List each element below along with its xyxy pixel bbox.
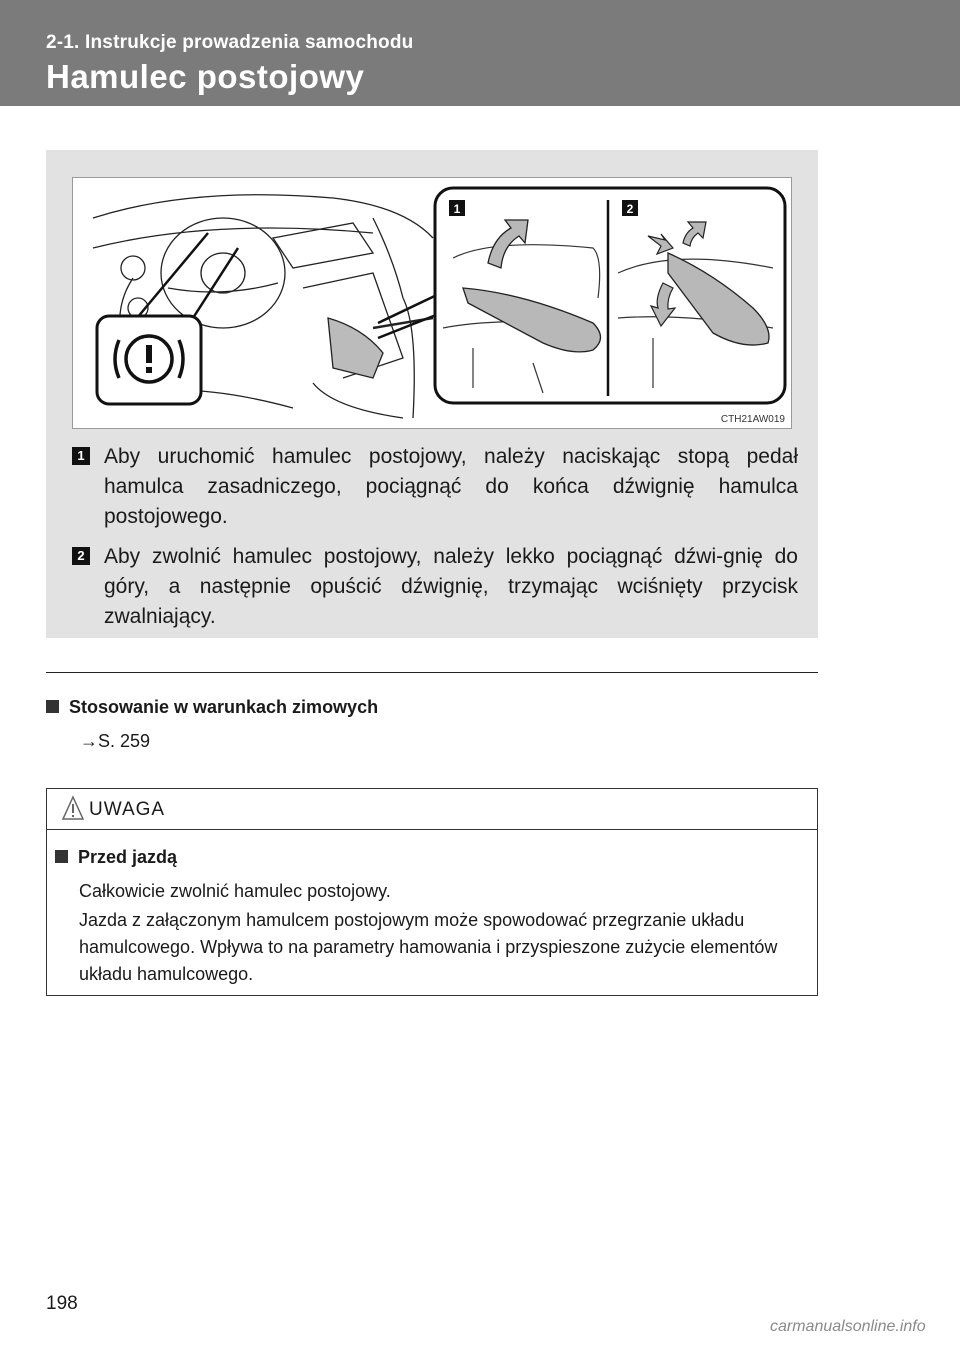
step-text: Aby zwolnić hamulec postojowy, należy lekko pociągnąć dźwi-gnię do góry, a następnie opuścić dźwignię, trzymając wciśnięty przycisk zwalniający.	[104, 545, 798, 628]
step-2	[72, 542, 798, 632]
page-number: 198	[46, 1293, 78, 1314]
note-reference[interactable]	[80, 731, 150, 752]
warning-label: UWAGA	[89, 799, 166, 820]
warning-line-1: Całkowicie zwolnić hamulec postojowy.	[79, 881, 391, 901]
warning-subheading	[55, 847, 177, 868]
warning-triangle-icon	[61, 795, 85, 821]
illustration-drawing	[73, 178, 791, 428]
step-1	[72, 442, 798, 532]
step-text: Aby uruchomić hamulec postojowy, należy naciskając stopą pedał hamulca zasadniczego, pociągnąć do końca dźwignię hamulca postojowego.	[104, 445, 798, 528]
panel-label-2: 2	[626, 202, 634, 216]
page-reference-link[interactable]: S. 259	[98, 731, 151, 751]
warning-box	[46, 788, 818, 996]
watermark: carmanualsonline.info	[770, 1318, 926, 1335]
section-title: 2-1. Instrukcje prowadzenia samochodu	[46, 32, 414, 53]
panel-label-1: 1	[453, 202, 461, 216]
note-heading-text: Stosowanie w warunkach zimowych	[69, 697, 379, 717]
illustration-code: CTH21AW019	[720, 414, 785, 425]
parking-brake-illustration	[72, 177, 792, 429]
step-badge: 1	[72, 447, 90, 465]
square-bullet-icon	[46, 700, 59, 713]
page-title: Hamulec postojowy	[46, 58, 365, 95]
note-heading	[46, 697, 378, 718]
steps-list	[72, 442, 798, 642]
warning-line-2: Jazda z załączonym hamulcem postojowym może spowodować przegrzanie układu hamulcowego. Wpływa to na parametry hamowania i przyspieszone zużycie elementów układu hamulcowego.	[79, 910, 778, 984]
arrow-right-icon: →	[80, 731, 98, 751]
callout-lines	[137, 233, 238, 318]
step-badge: 2	[72, 547, 90, 565]
page-header	[0, 0, 960, 106]
warning-header	[47, 789, 817, 830]
square-bullet-icon	[55, 850, 68, 863]
divider	[46, 672, 818, 673]
warning-subheading-text: Przed jazdą	[78, 847, 178, 867]
instruction-box	[46, 150, 818, 638]
